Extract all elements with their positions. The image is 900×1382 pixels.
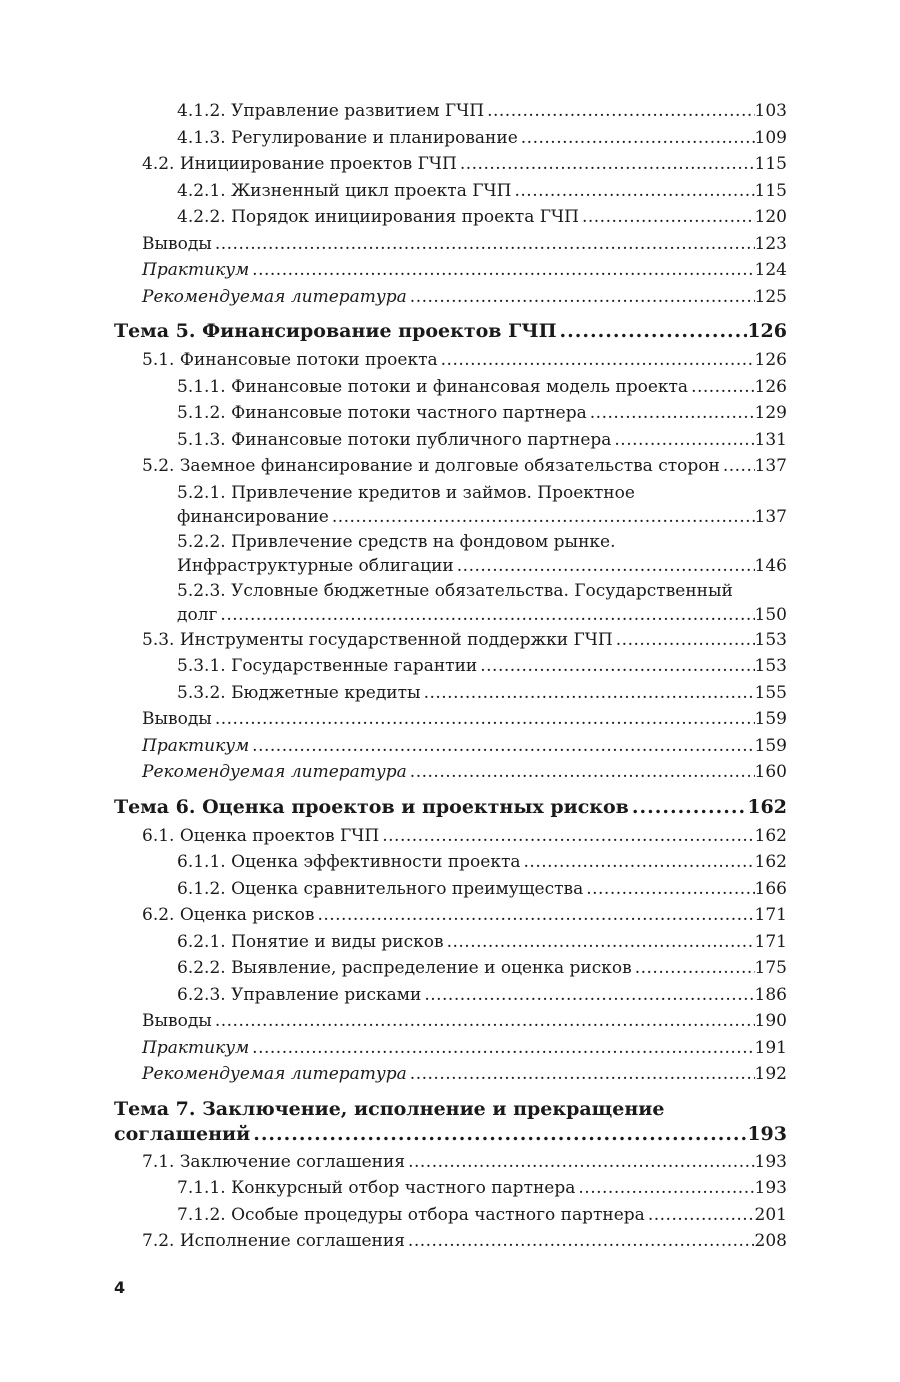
dot-leader — [484, 98, 754, 125]
toc-page-number: 153 — [754, 629, 787, 650]
toc-entry — [114, 1202, 787, 1229]
toc-entry-title: 5.2. Заемное финансирование и долговые обязательства сторон — [142, 456, 720, 476]
toc-entry-title: 6.1.2. Оценка сравнительного преимущества — [177, 878, 584, 899]
toc-entry-title: Практикум — [142, 260, 250, 280]
toc-entry — [114, 982, 787, 1009]
toc-page-number: 175 — [754, 958, 787, 978]
toc-entry-title: Выводы — [142, 233, 212, 254]
toc-chapter — [114, 318, 787, 344]
toc-entry — [114, 125, 787, 152]
dot-leader — [444, 929, 755, 956]
toc-page-number: 192 — [754, 1064, 787, 1084]
toc-page-number: 162 — [747, 795, 787, 818]
toc-entry — [114, 578, 787, 627]
toc-page-number: 109 — [754, 127, 787, 148]
toc-entry — [114, 759, 787, 786]
dot-leader — [250, 1122, 747, 1147]
toc-entry-title: 5.3. Инструменты государственной поддержки ГЧП — [142, 629, 613, 650]
dot-leader — [521, 849, 755, 876]
dot-leader — [212, 706, 755, 733]
toc-page-number: 162 — [754, 852, 787, 872]
toc-entry — [114, 374, 787, 401]
toc-entry-title: Выводы — [142, 1011, 212, 1031]
toc-entry-title: 7.2. Исполнение соглашения — [142, 1231, 405, 1251]
toc-entry-title: 7.1. Заключение соглашения — [142, 1151, 406, 1172]
dot-leader — [645, 1202, 755, 1229]
toc-entry-title: 5.3.1. Государственные гарантии — [177, 656, 478, 676]
toc-entry-title: 6.1. Оценка проектов ГЧП — [142, 825, 380, 846]
toc-page-number: 162 — [754, 825, 787, 846]
toc-page-number: 120 — [754, 207, 787, 227]
toc-page-number: 159 — [754, 709, 787, 729]
toc-entry — [114, 98, 787, 125]
toc-entry-title: 4.2.1. Жизненный цикл проекта ГЧП — [177, 180, 512, 201]
toc-entry — [114, 427, 787, 454]
toc-entry-title: 5.2.1. Привлечение кредитов и займов. Проектное — [177, 482, 635, 503]
toc-entry — [114, 902, 787, 929]
toc-entry-title: 6.2. Оценка рисков — [142, 905, 315, 925]
toc-entry — [114, 1035, 787, 1062]
toc-page-number: 159 — [754, 735, 787, 756]
toc-page-number: 125 — [754, 286, 787, 307]
toc-entry-title: 5.1. Финансовые потоки проекта — [142, 350, 438, 370]
toc-page-number: 155 — [754, 682, 787, 703]
dot-leader — [405, 1149, 754, 1176]
toc-page-number: 137 — [754, 456, 787, 476]
toc-entry — [114, 823, 787, 850]
toc-page-number: 123 — [754, 233, 787, 254]
toc-entry — [114, 257, 787, 284]
dot-leader — [629, 794, 747, 820]
toc-entry-title: Рекомендуемая литература — [142, 1064, 407, 1084]
page-number: 4 — [114, 1278, 126, 1297]
toc-page-number: 160 — [754, 762, 787, 782]
dot-leader — [329, 505, 755, 529]
toc-page-number: 146 — [754, 555, 787, 576]
dot-leader — [613, 627, 755, 654]
toc-page-number: 137 — [754, 506, 787, 527]
toc-page-number: 129 — [754, 403, 787, 423]
toc-page-number: 186 — [754, 984, 787, 1005]
toc-entry — [114, 1175, 787, 1202]
toc-chapter-title: Тема 5. Финансирование проектов ГЧП — [114, 320, 557, 342]
dot-leader — [249, 733, 754, 760]
toc-entry-title-continued: Инфраструктурные облигации — [177, 555, 454, 576]
toc-page-number: 193 — [754, 1178, 787, 1198]
dot-leader — [511, 178, 754, 205]
toc-page-number: 193 — [747, 1122, 787, 1145]
toc-entry-title: 5.2.2. Привлечение средств на фондовом рынке. — [177, 531, 616, 552]
dot-leader — [407, 284, 755, 311]
toc-page-number: 150 — [754, 604, 787, 625]
dot-leader — [579, 204, 755, 231]
toc-page-number: 115 — [754, 180, 787, 201]
toc-entry — [114, 929, 787, 956]
toc-page-number: 126 — [754, 350, 787, 370]
dot-leader — [720, 453, 755, 480]
table-of-contents — [114, 98, 787, 1255]
dot-leader — [454, 554, 755, 578]
toc-entry — [114, 151, 787, 178]
dot-leader — [405, 1228, 755, 1255]
toc-page-number: 171 — [754, 905, 787, 925]
toc-entry-title: Выводы — [142, 709, 212, 729]
dot-leader — [249, 1035, 754, 1062]
toc-entry — [114, 400, 787, 427]
toc-entry — [114, 1061, 787, 1088]
toc-chapter — [114, 1097, 787, 1147]
dot-leader — [212, 1008, 755, 1035]
toc-entry-title: Рекомендуемая литература — [142, 762, 407, 782]
toc-page-number: 126 — [747, 320, 787, 342]
toc-entry — [114, 653, 787, 680]
toc-entry-title: 6.1.1. Оценка эффективности проекта — [177, 852, 521, 872]
toc-entry-title: 7.1.2. Особые процедуры отбора частного партнера — [177, 1204, 645, 1225]
toc-entry — [114, 680, 787, 707]
toc-entry — [114, 733, 787, 760]
toc-entry-title: Практикум — [142, 1037, 250, 1058]
dot-leader — [421, 982, 754, 1009]
dot-leader — [421, 680, 755, 707]
dot-leader — [587, 400, 755, 427]
toc-entry-title: 5.2.3. Условные бюджетные обязательства. Государственный — [177, 580, 733, 601]
toc-entry — [114, 876, 787, 903]
toc-entry — [114, 204, 787, 231]
dot-leader — [407, 759, 755, 786]
toc-entry-title: 4.2.2. Порядок инициирования проекта ГЧП — [177, 207, 579, 227]
toc-entry — [114, 178, 787, 205]
toc-entry — [114, 706, 787, 733]
toc-page-number: 190 — [754, 1011, 787, 1031]
dot-leader — [217, 603, 754, 627]
toc-page-number: 201 — [754, 1204, 787, 1225]
toc-entry-title-continued: долг — [177, 604, 218, 625]
dot-leader — [611, 427, 754, 454]
dot-leader — [314, 902, 754, 929]
toc-entry — [114, 231, 787, 258]
toc-page-number: 115 — [754, 154, 787, 174]
dot-leader — [457, 151, 755, 178]
toc-entry — [114, 347, 787, 374]
toc-entry — [114, 1228, 787, 1255]
dot-leader — [379, 823, 754, 850]
dot-leader — [688, 374, 754, 401]
toc-entry-title: 7.1.1. Конкурсный отбор частного партнера — [177, 1178, 576, 1198]
toc-chapter-title: Тема 6. Оценка проектов и проектных рисков — [114, 795, 629, 818]
toc-entry — [114, 1008, 787, 1035]
toc-entry-title: 6.2.1. Понятие и виды рисков — [177, 931, 444, 952]
toc-page-number: 193 — [754, 1151, 787, 1172]
dot-leader — [477, 653, 754, 680]
toc-chapter-title: Тема 7. Заключение, исполнение и прекращение — [114, 1097, 665, 1120]
dot-leader — [632, 955, 755, 982]
toc-entry-title: 5.1.3. Финансовые потоки публичного партнера — [177, 429, 612, 450]
toc-chapter — [114, 794, 787, 820]
toc-entry-title: 6.2.3. Управление рисками — [177, 984, 422, 1005]
toc-entry-title: Практикум — [142, 735, 250, 756]
toc-entry — [114, 529, 787, 578]
dot-leader — [518, 125, 755, 152]
toc-entry-title: 4.2. Инициирование проектов ГЧП — [142, 154, 457, 174]
toc-entry-title: 5.1.2. Финансовые потоки частного партнера — [177, 403, 587, 423]
dot-leader — [407, 1061, 755, 1088]
toc-page-number: 124 — [754, 260, 787, 280]
toc-entry-title: Рекомендуемая литература — [142, 286, 407, 307]
dot-leader — [557, 318, 748, 344]
toc-entry — [114, 849, 787, 876]
toc-entry-title-continued: финансирование — [177, 506, 329, 527]
toc-page-number: 103 — [754, 101, 787, 121]
dot-leader — [249, 257, 754, 284]
toc-entry — [114, 453, 787, 480]
dot-leader — [583, 876, 754, 903]
toc-page-number: 153 — [754, 656, 787, 676]
toc-page-number: 166 — [754, 878, 787, 899]
toc-entry — [114, 480, 787, 529]
toc-chapter-title-continued: соглашений — [114, 1122, 251, 1145]
toc-entry — [114, 627, 787, 654]
toc-entry — [114, 955, 787, 982]
dot-leader — [438, 347, 755, 374]
toc-entry-title: 4.1.3. Регулирование и планирование — [177, 127, 518, 148]
toc-page-number: 208 — [754, 1231, 787, 1251]
toc-page-number: 131 — [754, 429, 787, 450]
toc-entry-title: 5.1.1. Финансовые потоки и финансовая модель проекта — [177, 376, 689, 397]
toc-entry-title: 5.3.2. Бюджетные кредиты — [177, 682, 421, 703]
toc-entry-title: 4.1.2. Управление развитием ГЧП — [177, 101, 485, 121]
toc-page-number: 191 — [754, 1037, 787, 1058]
toc-entry — [114, 1149, 787, 1176]
toc-entry — [114, 284, 787, 311]
toc-page-number: 171 — [754, 931, 787, 952]
dot-leader — [212, 231, 755, 258]
toc-entry-title: 6.2.2. Выявление, распределение и оценка рисков — [177, 958, 632, 978]
dot-leader — [575, 1175, 754, 1202]
toc-page-number: 126 — [754, 376, 787, 397]
